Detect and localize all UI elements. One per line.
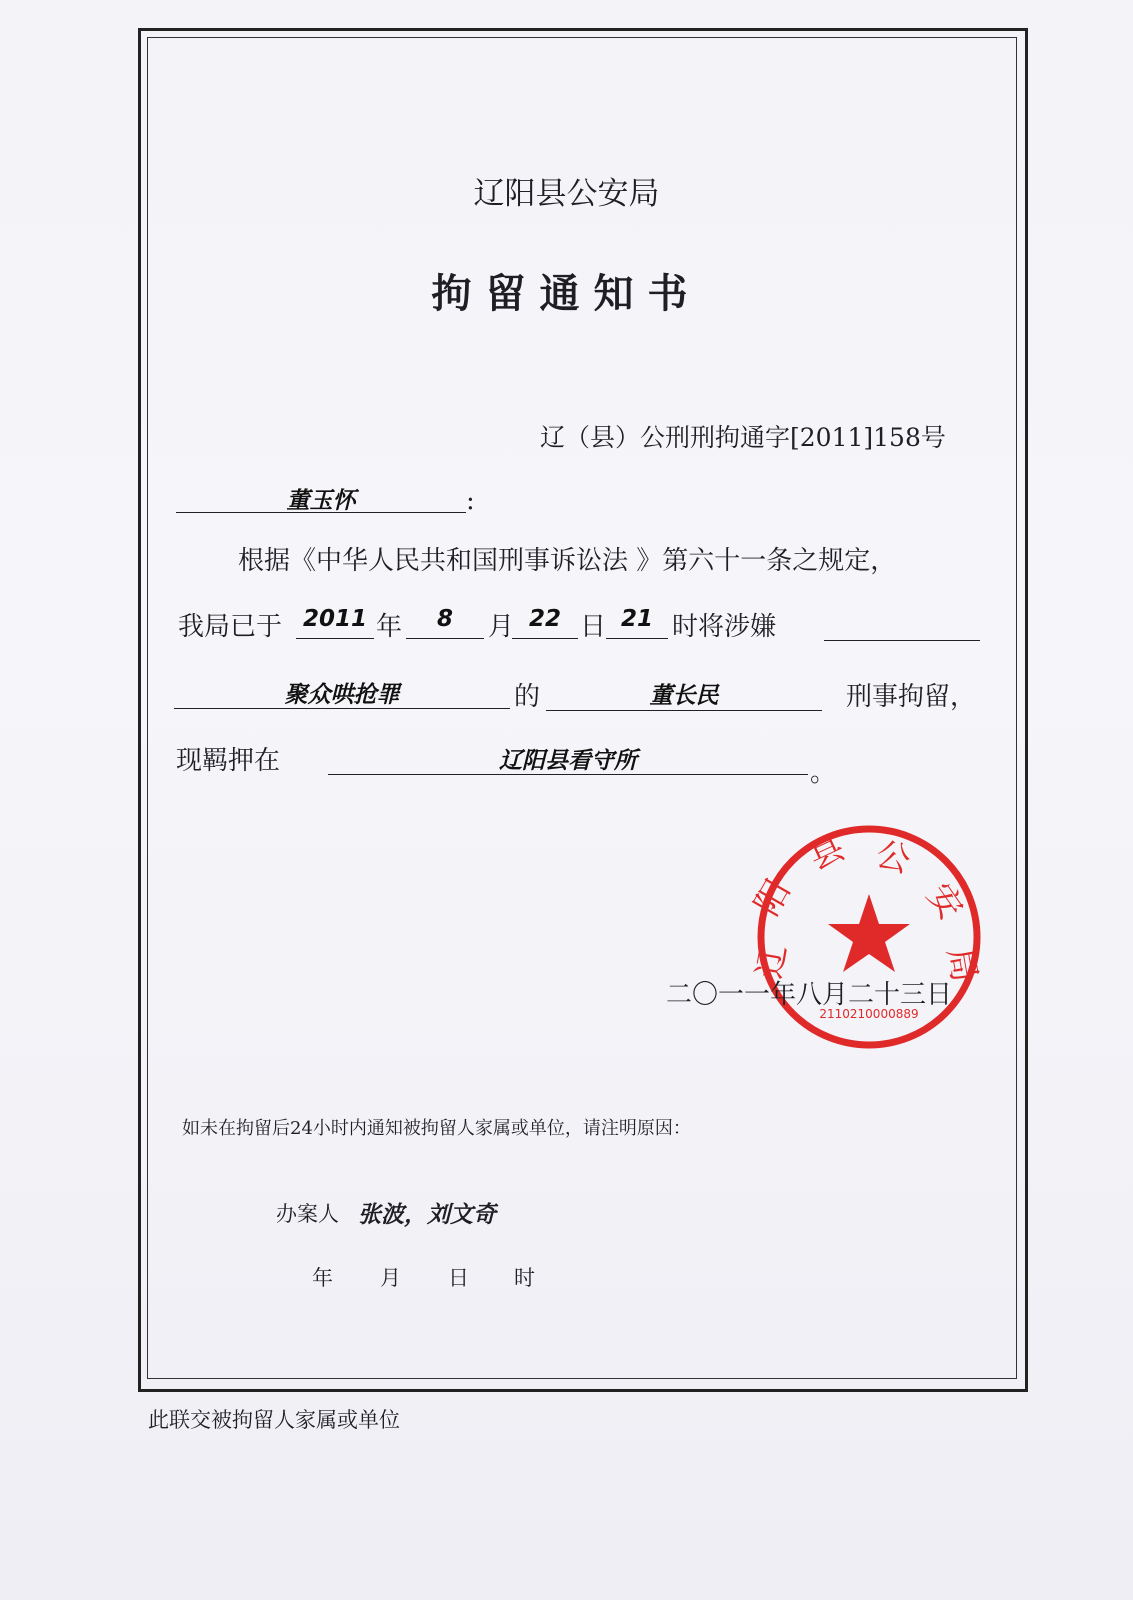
month-label: 月 bbox=[488, 612, 515, 642]
document-number: 辽（县）公刑刑拘通字[2011]158号 bbox=[540, 423, 946, 452]
suspected-charge: 聚众哄抢罪 bbox=[284, 682, 400, 708]
seal-char-5: 安 bbox=[918, 876, 971, 928]
handler-names: 张波，刘文奇 bbox=[358, 1202, 496, 1228]
hour-underline bbox=[606, 638, 668, 639]
detainee-name: 董长民 bbox=[649, 683, 719, 709]
seal-star-icon bbox=[828, 894, 910, 972]
seal-char-3: 县 bbox=[802, 827, 851, 879]
custody-prefix: 现羁押在 bbox=[176, 746, 281, 776]
notification-note: 如未在拘留后24小时内通知被拘留人家属或单位，请注明原因： bbox=[182, 1118, 691, 1139]
blank-underline bbox=[824, 640, 980, 641]
detainee-underline bbox=[546, 710, 822, 711]
arrest-day: 22 bbox=[528, 606, 561, 632]
arrest-month: 8 bbox=[436, 606, 453, 632]
issue-date: 二〇一一年八月二十三日 bbox=[666, 980, 953, 1010]
of-label: 的 bbox=[514, 682, 541, 712]
hour-label: 时将涉嫌 bbox=[672, 612, 777, 642]
custody-location: 辽阳县看守所 bbox=[499, 748, 637, 774]
detention-text: 刑事拘留， bbox=[846, 682, 977, 712]
notify-month-label: 月 bbox=[380, 1266, 401, 1290]
seal-char-2: 阳 bbox=[747, 873, 799, 923]
recipient-colon: : bbox=[466, 486, 475, 516]
year-label: 年 bbox=[376, 612, 403, 642]
recipient-name: 董玉怀 bbox=[286, 488, 356, 514]
day-label: 日 bbox=[580, 612, 607, 642]
notify-year-label: 年 bbox=[312, 1266, 333, 1290]
notify-hour-label: 时 bbox=[514, 1266, 535, 1290]
day-underline bbox=[512, 638, 578, 639]
seal-char-1: 辽 bbox=[749, 941, 795, 982]
official-seal bbox=[747, 822, 985, 1052]
arrest-hour: 21 bbox=[620, 606, 653, 632]
copy-footer: 此联交被拘留人家属或单位 bbox=[148, 1408, 400, 1432]
issuing-agency: 辽阳县公安局 bbox=[473, 176, 660, 212]
legal-basis-text: 根据《中华人民共和国刑事诉讼法 》第六十一条之规定， bbox=[238, 546, 897, 576]
seal-char-6: 局 bbox=[939, 944, 985, 986]
seal-number: 2110210000889 bbox=[819, 1007, 919, 1021]
year-underline bbox=[296, 638, 374, 639]
line2-prefix: 我局已于 bbox=[178, 612, 283, 642]
month-underline bbox=[406, 638, 484, 639]
handler-label: 办案人 bbox=[276, 1202, 339, 1226]
sentence-end: 。 bbox=[810, 758, 837, 788]
notify-day-label: 日 bbox=[448, 1266, 469, 1290]
seal-char-4: 公 bbox=[871, 834, 915, 882]
arrest-year: 2011 bbox=[302, 606, 367, 632]
document-title: 拘留通知书 bbox=[431, 271, 702, 317]
